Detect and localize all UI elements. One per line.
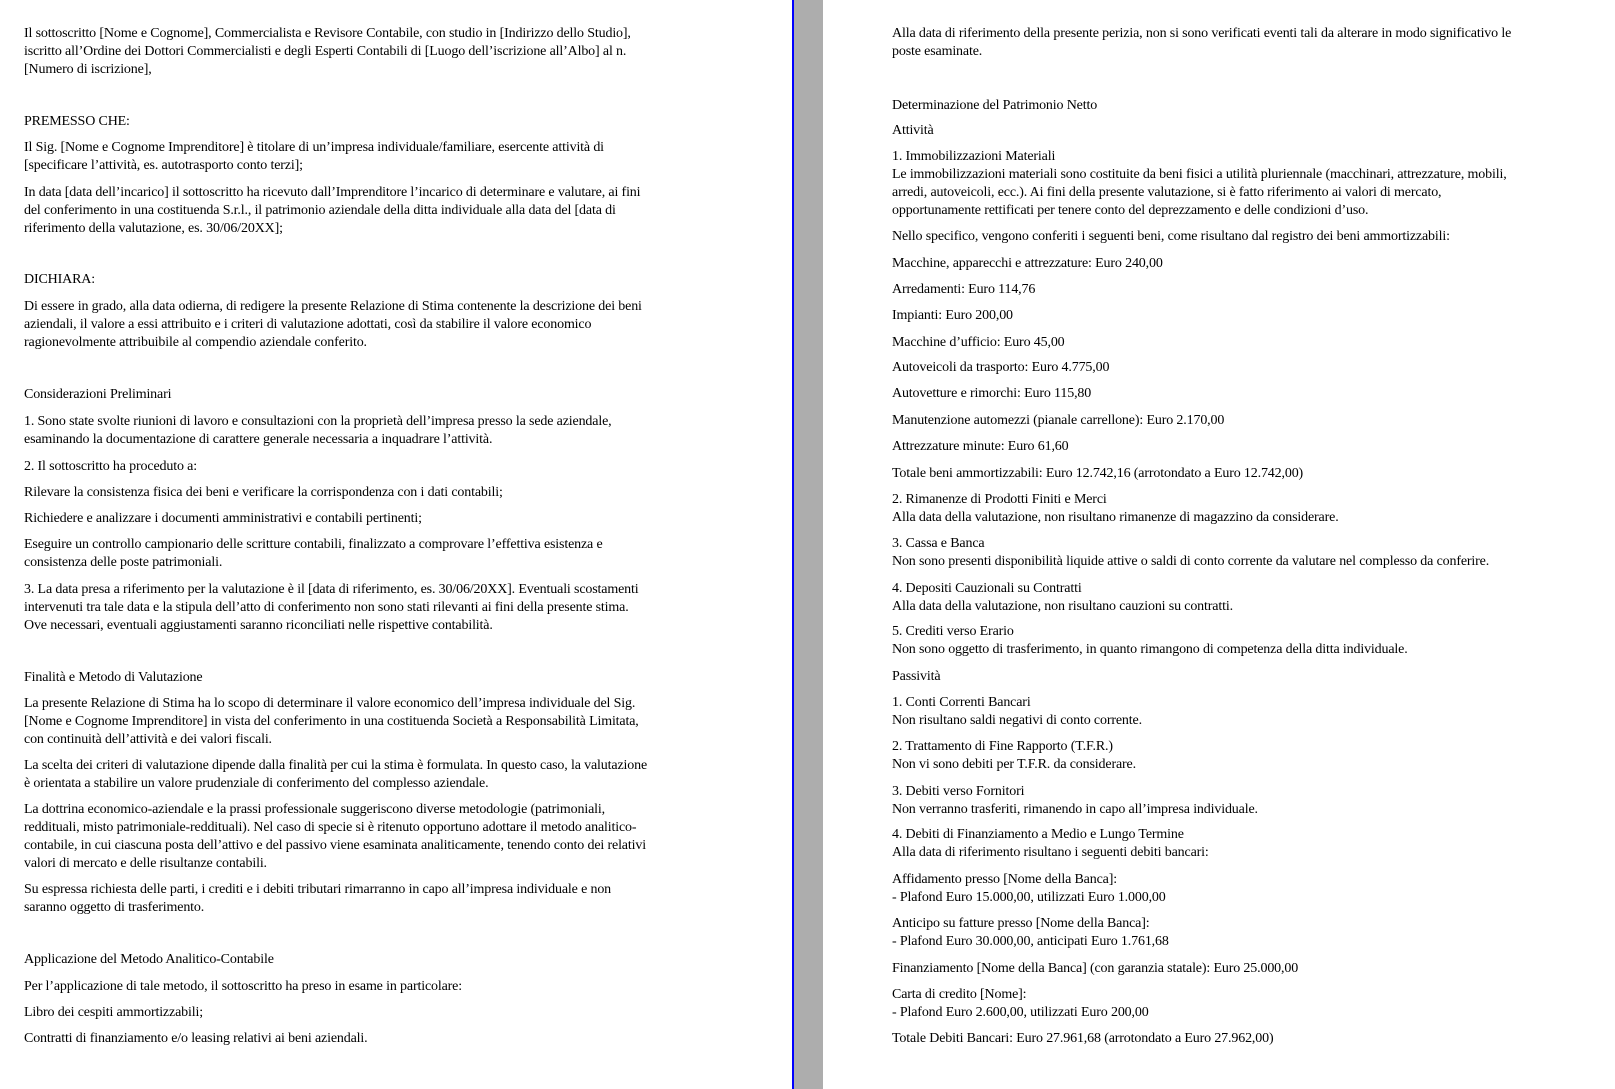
paragraph: Di essere in grado, alla data odierna, di redigere la presente Relazione di Stima contenente la descrizione dei beni aziendali, il valore a essi attribuito e i criteri di valutazione adottati, così da stabilire il valore economico ragionevolmente attribuibile al compendio aziendale conferito. bbox=[24, 299, 642, 350]
section-heading: Applicazione del Metodo Analitico-Contabile bbox=[24, 952, 274, 967]
paragraph: La scelta dei criteri di valutazione dipende dalla finalità per cui la stima è formulata. In questo caso, la valutazione è orientata a stabilire un valore prudenziale di conferimento del complesso aziendale. bbox=[24, 758, 648, 791]
asset-item: Autovetture e rimorchi: Euro 115,80 bbox=[892, 386, 1092, 401]
asset-item: Impianti: Euro 200,00 bbox=[892, 308, 1013, 323]
paragraph: 2. Trattamento di Fine Rapporto (T.F.R.) Non vi sono debiti per T.F.R. da considerare. bbox=[892, 739, 1136, 772]
paragraph: 3. Debiti verso Fornitori Non verranno trasferiti, rimanendo in capo all’impresa individuale. bbox=[892, 784, 1258, 817]
paragraph: 1. Immobilizzazioni Materiali Le immobilizzazioni materiali sono costituite da beni fisici a utilità pluriennale (macchinari, attrezzature, mobili, arredi, autoveicoli, ecc.). Ai fini della presente valutazione, si è fatto riferimento ai valori di mercato, opportunamente rettificati per tenere conto del deprezzamento e delle condizioni d’uso. bbox=[892, 149, 1507, 218]
paragraph: 4. Depositi Cauzionali su Contratti Alla data della valutazione, non risultano cauzioni su contratti. bbox=[892, 581, 1233, 614]
paragraph: Nello specifico, vengono conferiti i seguenti beni, come risultano dal registro dei beni ammortizzabili: bbox=[892, 229, 1450, 244]
section-heading: Determinazione del Patrimonio Netto bbox=[892, 98, 1098, 113]
subsection-heading: Attività bbox=[892, 123, 934, 138]
paragraph: Rilevare la consistenza fisica dei beni e verificare la corrispondenza con i dati contabili; bbox=[24, 485, 503, 500]
asset-item: Macchine, apparecchi e attrezzature: Euro 240,00 bbox=[892, 256, 1163, 271]
paragraph: Su espressa richiesta delle parti, i crediti e i debiti tributari rimarranno in capo all’impresa individuale e non saranno oggetto di trasferimento. bbox=[24, 882, 612, 915]
debt-item: Affidamento presso [Nome della Banca]: - Plafond Euro 15.000,00, utilizzati Euro 1.000,00 bbox=[892, 872, 1166, 905]
paragraph: 2. Rimanenze di Prodotti Finiti e Merci Alla data della valutazione, non risultano rimanenze di magazzino da considerare. bbox=[892, 492, 1339, 525]
paragraph: 4. Debiti di Finanziamento a Medio e Lungo Termine Alla data di riferimento risultano i seguenti debiti bancari: bbox=[892, 827, 1209, 860]
paragraph: La presente Relazione di Stima ha lo scopo di determinare il valore economico dell’impresa individuale del Sig. [Nome e Cognome Imprenditore] in vista del conferimento in una costituenda Società a Responsabilità Limitata, con continuità dell’attività e dei valori fiscali. bbox=[24, 696, 639, 747]
asset-item: Arredamenti: Euro 114,76 bbox=[892, 282, 1036, 297]
paragraph: 3. La data presa a riferimento per la valutazione è il [data di riferimento, es. 30/06/20XX]. Eventuali scostamenti intervenuti tra tale data e la stipula dell’atto di conferimento non sono stati rilevanti ai fini della presente stima. Ove necessari, eventuali aggiustamenti saranno riconciliati nelle rispettive contabilità. bbox=[24, 582, 639, 633]
left-page bbox=[0, 0, 792, 1089]
paragraph: Alla data di riferimento della presente perizia, non si sono verificati eventi tali da alterare in modo significativo le poste esaminate. bbox=[892, 26, 1512, 59]
paragraph: Libro dei cespiti ammortizzabili; bbox=[24, 1005, 203, 1020]
debt-total: Totale Debiti Bancari: Euro 27.961,68 (arrotondato a Euro 27.962,00) bbox=[892, 1031, 1274, 1046]
paragraph: 3. Cassa e Banca Non sono presenti disponibilità liquide attive o saldi di conto corrente da valutare nel complesso da conferire. bbox=[892, 536, 1490, 569]
asset-item: Manutenzione automezzi (pianale carrellone): Euro 2.170,00 bbox=[892, 413, 1225, 428]
paragraph: Per l’applicazione di tale metodo, il sottoscritto ha preso in esame in particolare: bbox=[24, 979, 462, 994]
section-heading: DICHIARA: bbox=[24, 272, 95, 287]
page-divider bbox=[792, 0, 825, 1089]
paragraph: In data [data dell’incarico] il sottoscritto ha ricevuto dall’Imprenditore l’incarico di determinare e valutare, ai fini del conferimento in una costituenda S.r.l., il patrimonio aziendale della ditta individuale alla data del [data di riferimento della valutazione, es. 30/06/20XX]; bbox=[24, 185, 641, 236]
asset-total: Totale beni ammortizzabili: Euro 12.742,16 (arrotondato a Euro 12.742,00) bbox=[892, 466, 1304, 481]
section-heading: Considerazioni Preliminari bbox=[24, 387, 172, 402]
paragraph: 5. Crediti verso Erario Non sono oggetto di trasferimento, in quanto rimangono di competenza della ditta individuale. bbox=[892, 624, 1408, 657]
paragraph: 1. Conti Correnti Bancari Non risultano saldi negativi di conto corrente. bbox=[892, 695, 1142, 728]
asset-item: Autoveicoli da trasporto: Euro 4.775,00 bbox=[892, 360, 1110, 375]
asset-item: Attrezzature minute: Euro 61,60 bbox=[892, 439, 1069, 454]
debt-item: Carta di credito [Nome]: - Plafond Euro 2.600,00, utilizzati Euro 200,00 bbox=[892, 987, 1149, 1020]
debt-item: Finanziamento [Nome della Banca] (con garanzia statale): Euro 25.000,00 bbox=[892, 961, 1299, 976]
paragraph: Richiedere e analizzare i documenti amministrativi e contabili pertinenti; bbox=[24, 511, 422, 526]
subsection-heading: Passività bbox=[892, 669, 941, 684]
paragraph: La dottrina economico-aziendale e la prassi professionale suggeriscono diverse metodologie (patrimoniali, reddituali, misto patrimoniale-reddituali). Nel caso di specie si è ritenuto opportuno adottare il metodo analitico- contabile, in cui ciascuna posta dell’attivo e del passivo viene esaminata analiticamente, tenendo conto dei relativi valori di mercato e delle risultanze contabili. bbox=[24, 802, 646, 871]
paragraph: 2. Il sottoscritto ha proceduto a: bbox=[24, 459, 197, 474]
asset-item: Macchine d’ufficio: Euro 45,00 bbox=[892, 335, 1065, 350]
right-page bbox=[823, 0, 1615, 1089]
paragraph: Contratti di finanziamento e/o leasing relativi ai beni aziendali. bbox=[24, 1031, 368, 1046]
section-heading: PREMESSO CHE: bbox=[24, 114, 130, 129]
paragraph: 1. Sono state svolte riunioni di lavoro e consultazioni con la proprietà dell’impresa presso la sede aziendale, esaminando la documentazione di carattere generale necessaria a inquadrare l’attività. bbox=[24, 414, 612, 447]
debt-item: Anticipo su fatture presso [Nome della Banca]: - Plafond Euro 30.000,00, anticipati Euro 1.761,68 bbox=[892, 916, 1169, 949]
intro-paragraph: Il sottoscritto [Nome e Cognome], Commercialista e Revisore Contabile, con studio in [Indirizzo dello Studio], iscritto all’Ordine dei Dottori Commercialisti e degli Esperti Contabili di [Luogo dell’iscrizione all’Albo] al n. [Numero di iscrizione], bbox=[24, 26, 631, 77]
paragraph: Il Sig. [Nome e Cognome Imprenditore] è titolare di un’impresa individuale/familiare, esercente attività di [specificare l’attività, es. autotrasporto conto terzi]; bbox=[24, 140, 604, 173]
section-heading: Finalità e Metodo di Valutazione bbox=[24, 670, 203, 685]
paragraph: Eseguire un controllo campionario delle scritture contabili, finalizzato a comprovare l’effettiva esistenza e consistenza delle poste patrimoniali. bbox=[24, 537, 603, 570]
